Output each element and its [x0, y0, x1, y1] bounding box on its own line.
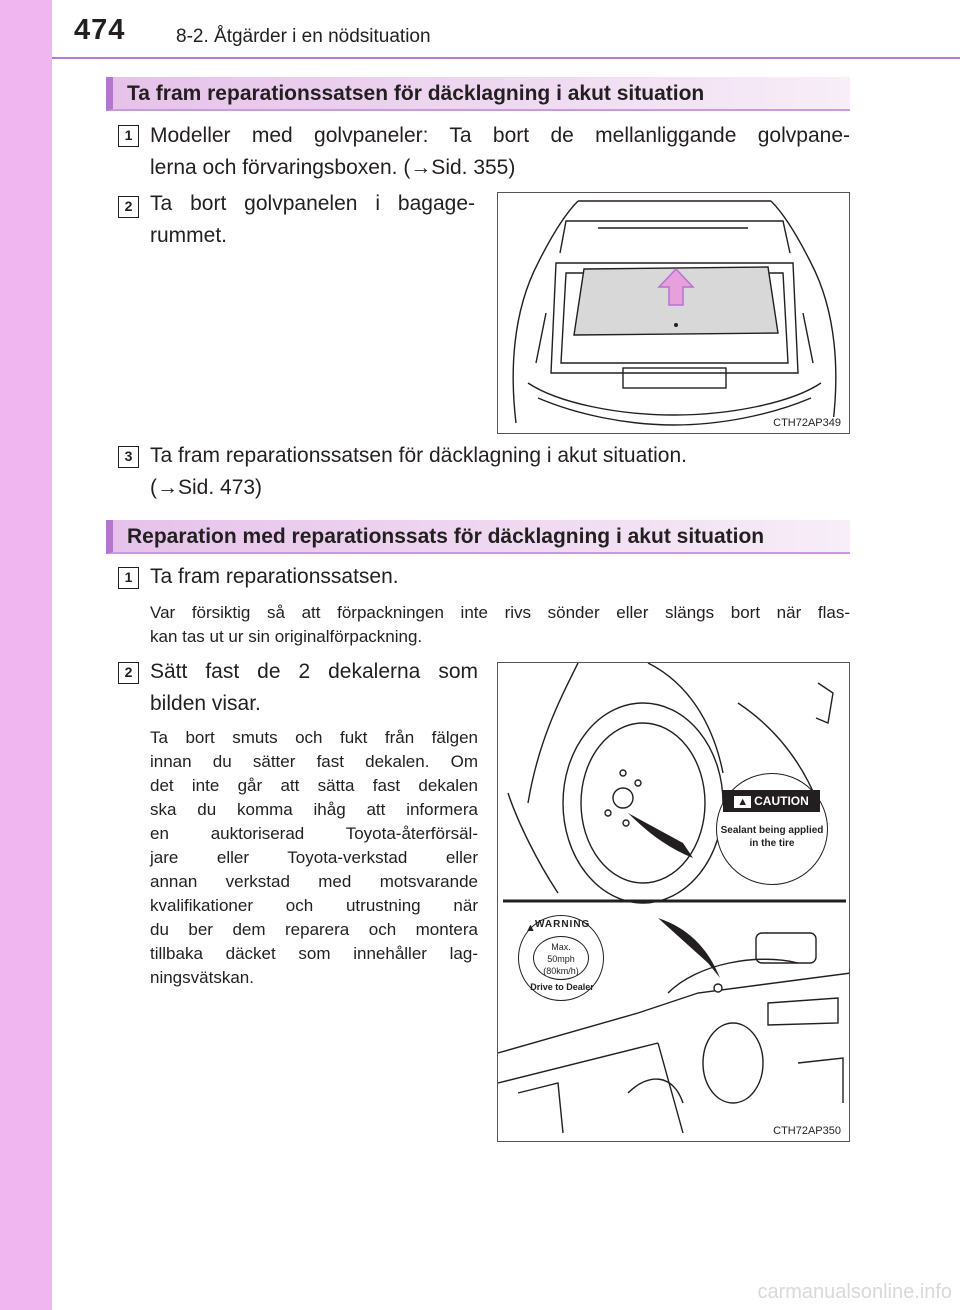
step-badge: 1: [118, 125, 139, 147]
step-text: [150, 120, 850, 184]
warning-sticker: [518, 915, 604, 1001]
note-line: Var försiktig så att förpackningen inte rivs sönder eller slängs bort när flas-: [150, 603, 850, 622]
step-text: Ta fram reparationssatsen.: [150, 565, 399, 588]
trunk-illustration: [498, 193, 850, 434]
caution-banner: [723, 790, 820, 812]
header-divider: [52, 57, 960, 59]
sticker-illustration: [498, 663, 850, 1142]
note-line: jare eller Toyota-verkstad eller: [150, 848, 478, 867]
caution-line: in the tire: [749, 838, 795, 849]
note-line: Ta bort smuts och fukt från fälgen: [150, 728, 478, 747]
speed-limit: [533, 936, 589, 980]
warning-triangle-icon: ▲: [525, 922, 536, 934]
caution-text: [717, 824, 827, 850]
step-note: [150, 726, 478, 990]
step-text-line: rummet.: [150, 224, 228, 247]
step-text-line: Sätt fast de 2 dekalerna som: [150, 660, 478, 683]
caution-line: Sealant being applied: [720, 825, 824, 836]
speed-line: 50mph: [547, 954, 575, 964]
section-heading-2: [106, 520, 850, 554]
section-heading-2-text: Reparation med reparationssats för däcklagning i akut situation: [127, 525, 765, 548]
trunk-figure: [497, 192, 850, 434]
note-line: kan tas ut ur sin originalförpackning.: [150, 627, 423, 646]
step-badge: 2: [118, 196, 139, 218]
page-number: 474: [74, 14, 126, 46]
caution-title: CAUTION: [754, 794, 809, 808]
note-line: annan verkstad med motsvarande: [150, 872, 478, 891]
note-line: ningsvätskan.: [150, 968, 254, 987]
section-heading-1-text: Ta fram reparationssatsen för däcklagning i akut situation: [127, 82, 705, 105]
warning-title: WARNING: [535, 919, 591, 930]
step-text-line: Ta fram reparationssatsen för däcklagning i akut situation.: [150, 444, 687, 467]
speed-line: (80km/h): [543, 966, 579, 976]
note-line: en auktoriserad Toyota-återförsäl-: [150, 824, 478, 843]
speed-line: Max.: [551, 942, 571, 952]
note-line: det inte går att sätta fast dekalen: [150, 776, 478, 795]
step-text: [150, 656, 478, 720]
step-note: [150, 601, 850, 649]
page-side-band: [0, 0, 52, 1310]
note-line: du ber dem reparera och montera: [150, 920, 478, 939]
step-text-line: Modeller med golvpaneler: Ta bort de mellanliggande golvpane-: [150, 124, 850, 147]
step-text-line: Ta bort golvpanelen i bagage-: [150, 192, 475, 215]
step-badge: 1: [118, 567, 139, 589]
figure-code: CTH72AP349: [773, 417, 841, 429]
note-line: ska du komma ihåg att informera: [150, 800, 478, 819]
step-text: [150, 440, 850, 504]
note-line: kvalifikationer och utrustning när: [150, 896, 478, 915]
warning-bottom-text: Drive to Dealer: [530, 982, 594, 992]
note-line: tillbaka däcket som innehåller lag-: [150, 944, 478, 963]
step-badge: 3: [118, 446, 139, 468]
figure-code: CTH72AP350: [773, 1125, 841, 1137]
caution-sticker: [716, 773, 828, 885]
section-heading-1: [106, 77, 850, 111]
chapter-title: 8-2. Åtgärder i en nödsituation: [176, 26, 431, 47]
sticker-figure: [497, 662, 850, 1142]
step-text-line: lerna och förvaringsboxen. (→Sid. 355): [150, 156, 516, 179]
step-badge: 2: [118, 662, 139, 684]
step-text: [150, 188, 475, 252]
site-watermark: carmanualsonline.info: [757, 1281, 952, 1303]
step-text-line: (→Sid. 473): [150, 476, 263, 499]
warning-triangle-icon: ▲: [734, 796, 751, 808]
step-text-line: bilden visar.: [150, 692, 261, 715]
note-line: innan du sätter fast dekalen. Om: [150, 752, 478, 771]
